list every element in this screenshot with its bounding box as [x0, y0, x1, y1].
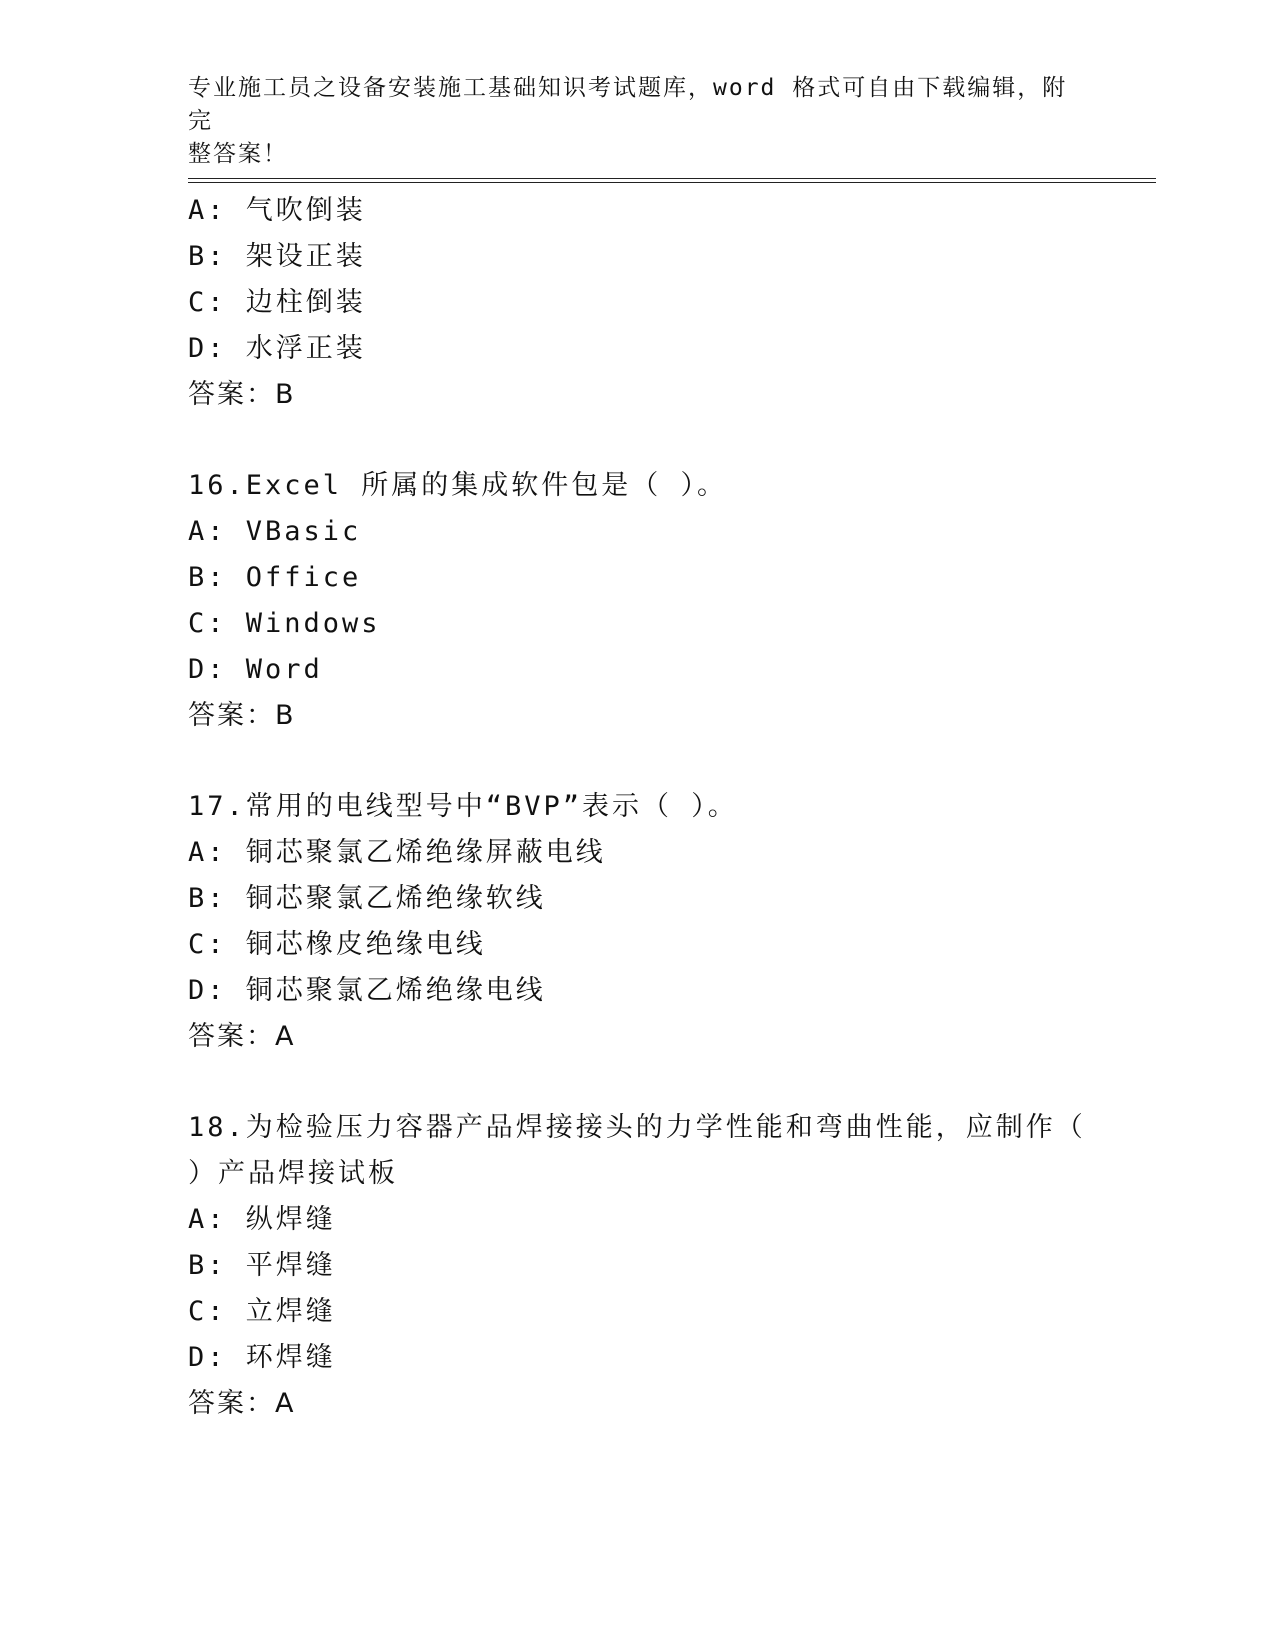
option-b: B: 平焊缝	[188, 1250, 336, 1281]
option-c: C: 铜芯橡皮绝缘电线	[188, 929, 486, 960]
question-text-line-2: ）产品焊接试板	[188, 1158, 398, 1189]
document-header	[188, 72, 1068, 171]
option-a: A: 铜芯聚氯乙烯绝缘屏蔽电线	[188, 837, 606, 868]
spacer	[188, 1060, 1088, 1105]
option-a: A: 纵焊缝	[188, 1204, 336, 1235]
option-c: C: 边柱倒装	[188, 287, 366, 318]
option-d: D: 水浮正装	[188, 333, 366, 364]
spacer	[188, 418, 1088, 463]
question-block-18	[188, 1105, 1088, 1427]
option-a: A: 气吹倒装	[188, 195, 366, 226]
option-d: D: 铜芯聚氯乙烯绝缘电线	[188, 975, 546, 1006]
option-c: C: 立焊缝	[188, 1296, 336, 1327]
answer-label: 答案：B	[188, 700, 296, 731]
option-a: A: VBasic	[188, 516, 362, 547]
question-text: 17.常用的电线型号中“BVP”表示（ ）。	[188, 791, 738, 822]
answer-label: 答案：A	[188, 1021, 296, 1052]
question-text: 16.Excel 所属的集成软件包是（ ）。	[188, 470, 728, 501]
answer-label: 答案：A	[188, 1388, 296, 1419]
question-text-line-1: 18.为检验压力容器产品焊接接头的力学性能和弯曲性能，应制作（	[188, 1112, 1086, 1143]
answer-label: 答案：B	[188, 379, 296, 410]
option-b: B: Office	[188, 562, 362, 593]
header-divider-top	[188, 178, 1156, 179]
question-block-17	[188, 784, 1088, 1060]
option-c: C: Windows	[188, 608, 381, 639]
question-list	[188, 188, 1088, 1427]
header-line-2: 整答案！	[188, 141, 288, 167]
header-divider-bottom	[188, 182, 1156, 183]
header-line-1: 专业施工员之设备安装施工基础知识考试题库，word 格式可自由下载编辑，附完	[188, 75, 1068, 134]
option-b: B: 架设正装	[188, 241, 366, 272]
spacer	[188, 739, 1088, 784]
option-d: D: 环焊缝	[188, 1342, 336, 1373]
option-b: B: 铜芯聚氯乙烯绝缘软线	[188, 883, 546, 914]
option-d: D: Word	[188, 654, 323, 685]
question-block-16	[188, 463, 1088, 739]
question-block-15	[188, 188, 1088, 418]
